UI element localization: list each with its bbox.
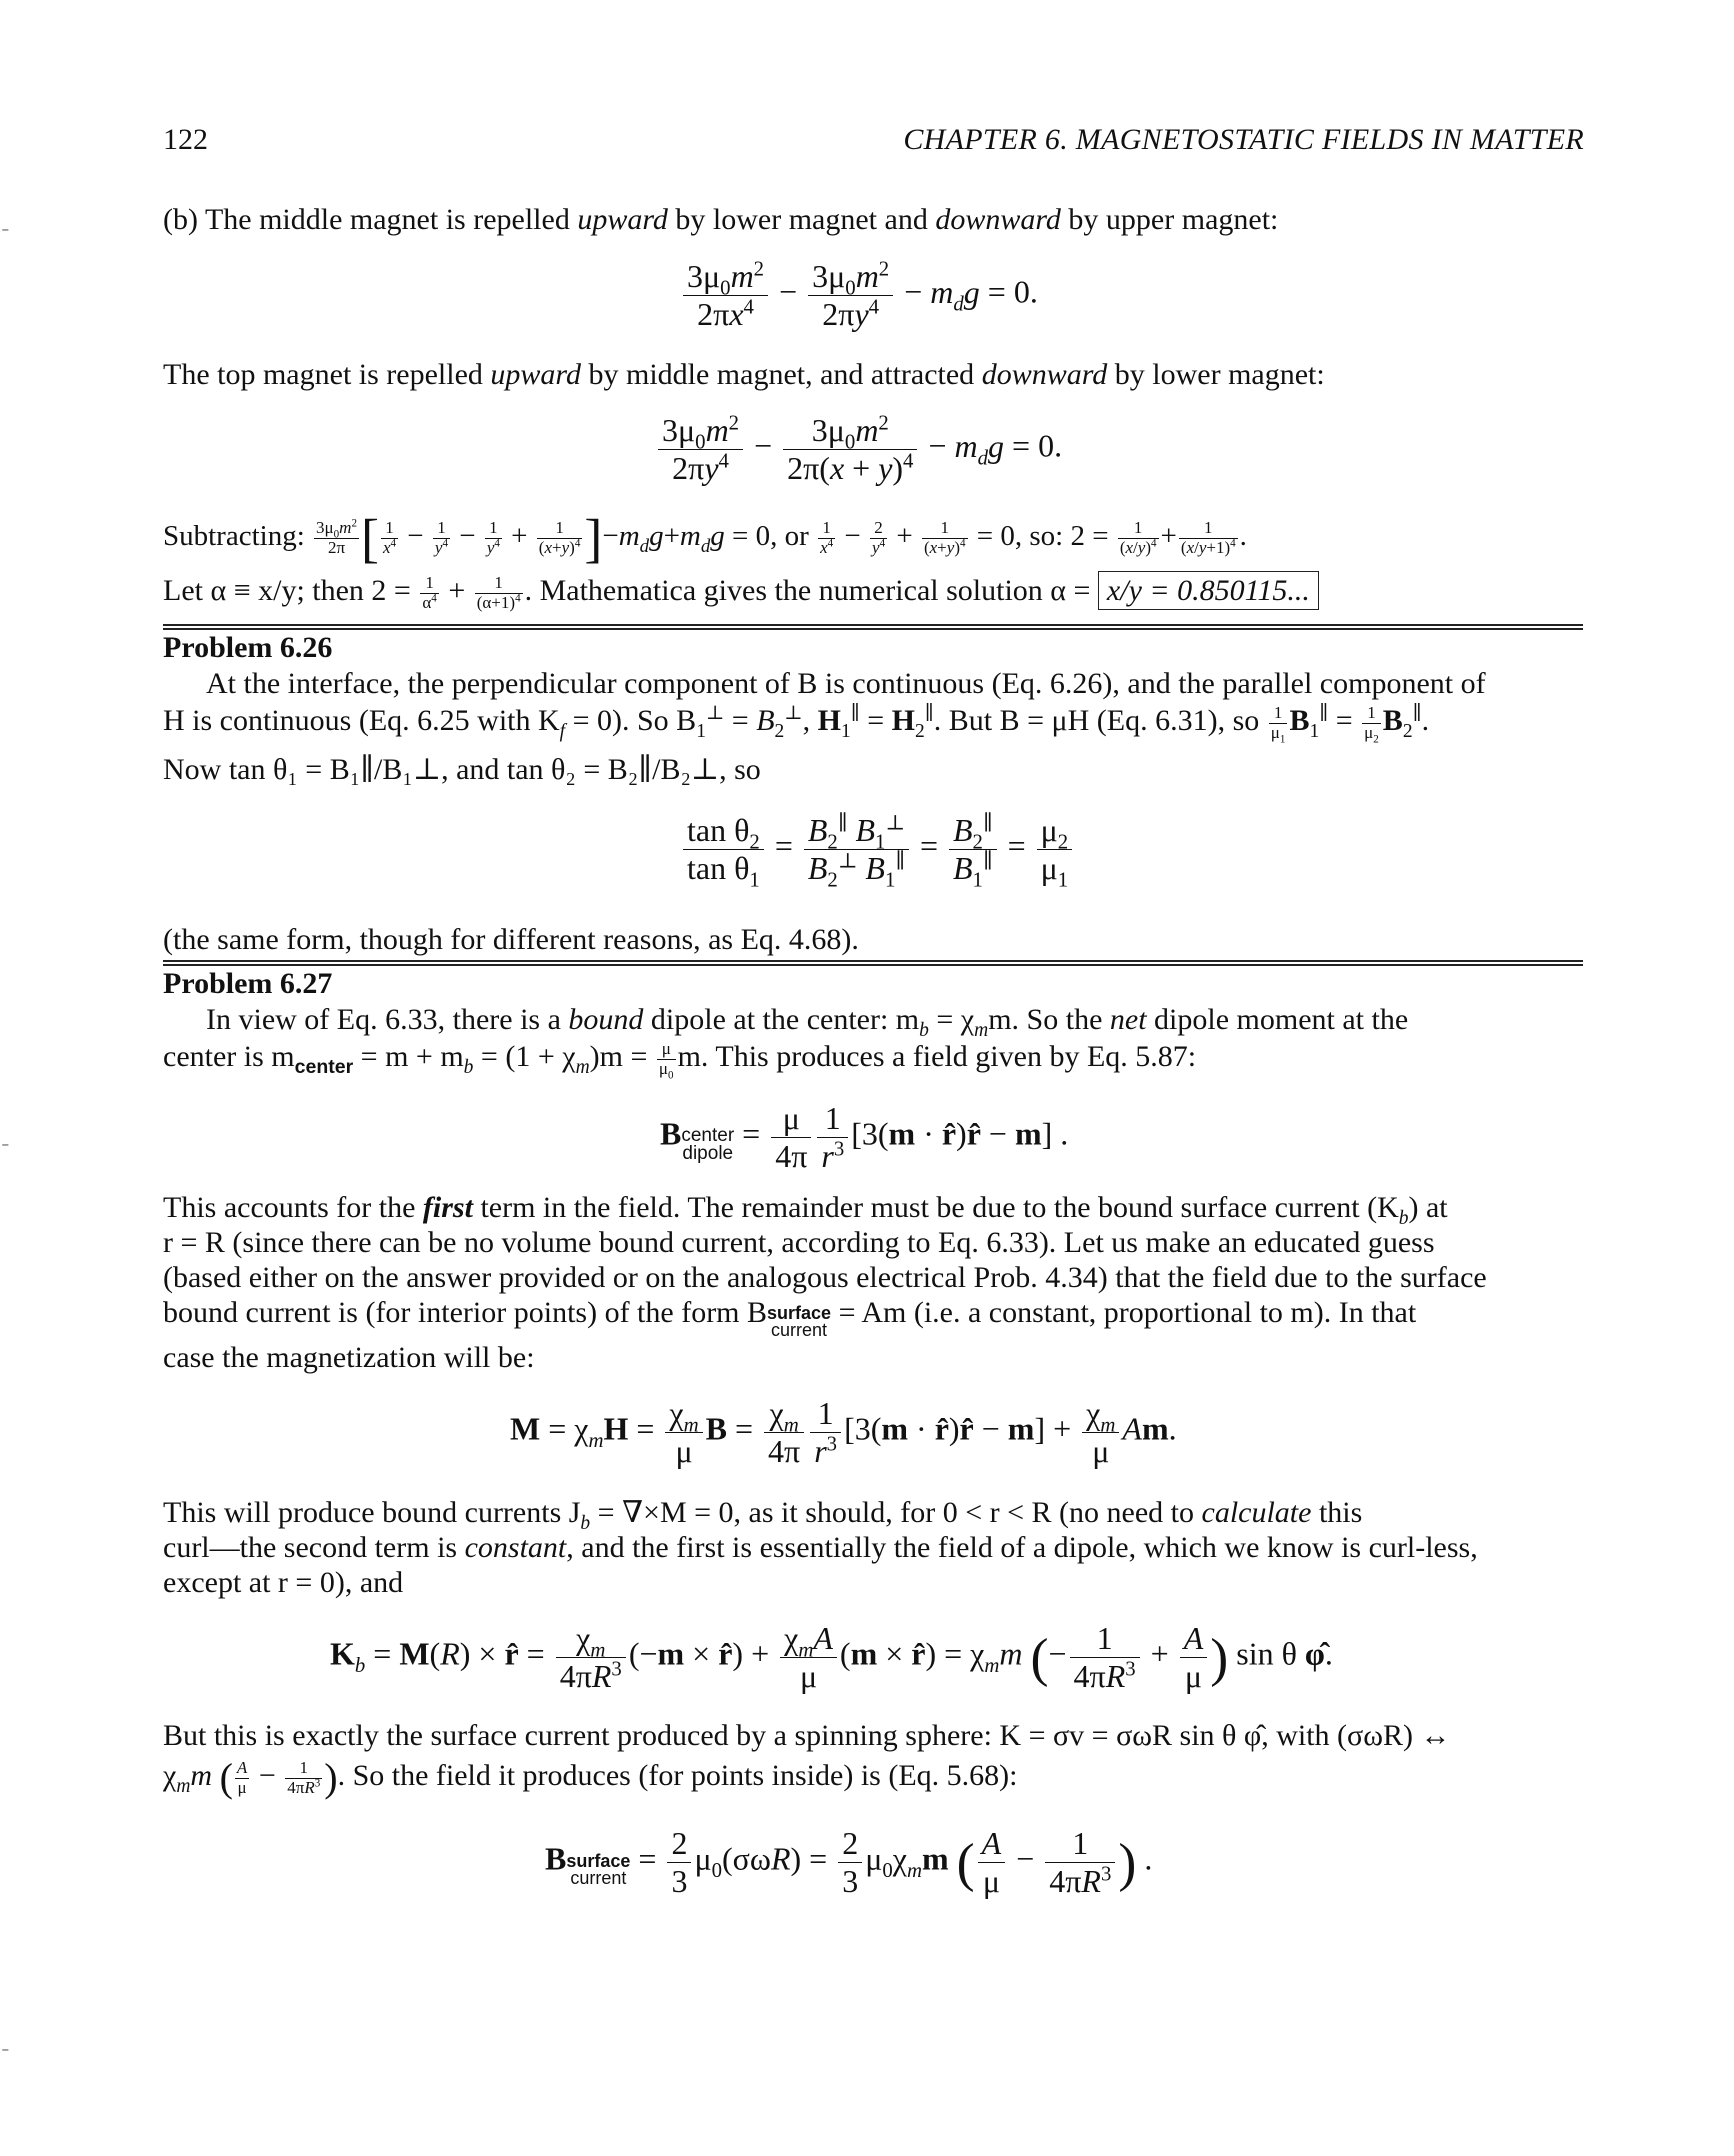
p626-line-4: (the same form, though for different reasons, as Eq. 4.68). (163, 923, 859, 956)
equation-surface-current-kb: $K_b = M(R)$ × r̂ = $\frac{\chi_m}{4\pi R^3}$ (−m × r̂) + $\frac{\chi_mA}{\mu}$ (m × r̂) = $\chi_mm$ (− $\frac{1}{4\pi R^3}$ + $\frac{A}{\mu}$ ) sin θ φ̂. (330, 1620, 1333, 1694)
equation-middle-magnet: $\frac{3\mu_0m^2}{2\pi x^4}$ − $\frac{3\mu_0m^2}{2\pi y^4}$ − $m_dg = 0$. (680, 258, 1038, 333)
p627-para1-line-4: bound current is (for interior points) of the form B surface current = Am (i.e. a constant, proportional to m). In that (163, 1296, 1417, 1340)
alpha-solution-line: Let α ≡ x/y; then 2 = $\frac{1}{\alpha^4}$ + $\frac{1}{(\alpha+1)^4}$ . Mathematica gives the numerical solution α = x/y = 0.850115... (163, 573, 1583, 612)
section-rule (163, 624, 1583, 630)
p627-line-1: In view of Eq. 6.33, there is a bound dipole at the center: $m_b = \chi_mm$. So the net dipole moment at the (206, 1003, 1409, 1041)
p627-para2-line-2: curl—the second term is constant, and the first is essentially the field of a dipole, which we know is curl-less, (163, 1531, 1478, 1564)
part-b-line-1: (b) The middle magnet is repelled upward by lower magnet and downward by upper magnet: (163, 203, 1279, 236)
p627-para1-line-3: (based either on the answer provided or on the analogous electrical Prob. 4.34) that the field due to the surface (163, 1261, 1487, 1294)
p627-para1-line-5: case the magnetization will be: (163, 1341, 535, 1374)
equation-top-magnet: $\frac{3\mu_0m^2}{2\pi y^4}$ − $\frac{3\mu_0m^2}{2\pi(x + y)^4}$ − $m_dg = 0$. (655, 412, 1062, 487)
subtracting-line: Subtracting: $\frac{3\mu_0m^2}{2\pi}$ [ $\frac{1}{x^4}$ − $\frac{1}{y^4}$ − $\frac{1}{y^4}$ + $\frac{1}{(x+y)^4}$ ]$-m_dg+m_dg = 0$, or $\frac{1}{x^4}$ − $\frac{2}{y^4}$ + $\frac{1}{(x+y)^4}$ = 0, so: 2 = $\frac{1}{(x/y)^4}$ + $\frac{1}{(x/y+1)^4}$ . (163, 508, 1247, 569)
p627-para3-line-2: $\chi_mm$ ( $\frac{A}{\mu}$ − $\frac{1}{4\pi R^3}$ ). So the field it produces (for points inside) is (Eq. 5.68): (163, 1755, 1018, 1801)
problem-title-6-26: Problem 6.26 (163, 631, 333, 664)
boxed-answer: x/y = 0.850115... (1098, 571, 1319, 610)
equation-magnetization: $M = \chi_mH$ = $\frac{\chi_m}{\mu}$ B = $\frac{\chi_m}{4\pi}$ $\frac{1}{r^3}$ [3(m · r̂)r̂ − m] + $\frac{\chi_m}{\mu}$ Am. (510, 1395, 1177, 1469)
equation-tan-ratio: $\frac{\tan \theta_2}{\tan \theta_1}$ = $\frac{B_2^\parallel B_1^\perp}{B_2^\perp B_1^\parallel}$ = $\frac{B_2^\parallel}{B_1^\parallel}$ = $\frac{\mu_2}{\mu_1}$ (680, 812, 1075, 887)
p626-line-3: Now tan θ₁ = B₁∥/B₁⊥, and tan θ₂ = B₂∥/B₂⊥, so (163, 753, 761, 786)
page-number: 122 (163, 123, 208, 156)
running-head: CHAPTER 6. MAGNETOSTATIC FIELDS IN MATTER (903, 123, 1584, 156)
scan-mark: ˗ (2, 217, 9, 239)
scan-mark: ˗ (2, 1132, 9, 1154)
p627-para3-line-1: But this is exactly the surface current produced by a spinning sphere: K = σv = σωR sin θ φ̂, with (σωR) ↔ (163, 1719, 1451, 1752)
p626-line-2: H is continuous (Eq. 6.25 with $K_f = 0$). So $B_1^\perp = B_2^\perp$, $H_1^\parallel = H_2^\parallel$. But B = μH (Eq. 6.31), so $\frac{1}{\mu_1}$ $B_1^\parallel$ = $\frac{1}{\mu_2}$ $B_2^\parallel$. (163, 702, 1430, 745)
p627-para1-line-1: This accounts for the first term in the field. The remainder must be due to the bound surface current $(K_b)$ at (163, 1191, 1448, 1229)
p627-para2-line-3: except at r = 0), and (163, 1566, 404, 1599)
p626-line-1: At the interface, the perpendicular component of B is continuous (Eq. 6.26), and the parallel component of (206, 667, 1486, 700)
scan-mark: ˗ (2, 2037, 9, 2059)
p627-para1-line-2: r = R (since there can be no volume bound current, according to Eq. 6.33). Let us make an educated guess (163, 1226, 1435, 1259)
equation-b-surface-current: B surface current = $\frac{2}{3}$ $\mu_0(\sigma\omega R)$ = $\frac{2}{3}$ $\mu_0\chi_mm$ ( $\frac{A}{\mu}$ − $\frac{1}{4\pi R^3}$ ) . (545, 1825, 1153, 1899)
p627-para2-line-1: This will produce bound currents $J_b = \nabla\times M = 0$, as it should, for 0 < r < R (no need to calculate this (163, 1496, 1363, 1534)
part-b-line-2: The top magnet is repelled upward by middle magnet, and attracted downward by lower magnet: (163, 358, 1325, 391)
section-rule-2 (163, 960, 1583, 966)
p627-line-2: center is $m_{center} = m + m_b = (1 + \chi_m)m$ = $\frac{\mu}{\mu_0}$ m. This produces a field given by Eq. 5.87: (163, 1038, 1197, 1081)
problem-title-6-27: Problem 6.27 (163, 967, 333, 1000)
equation-b-center-dipole: B center dipole = $\frac{\mu}{4\pi}$ $\frac{1}{r^3}$ [3(m · r̂)r̂ − m] . (660, 1100, 1069, 1174)
